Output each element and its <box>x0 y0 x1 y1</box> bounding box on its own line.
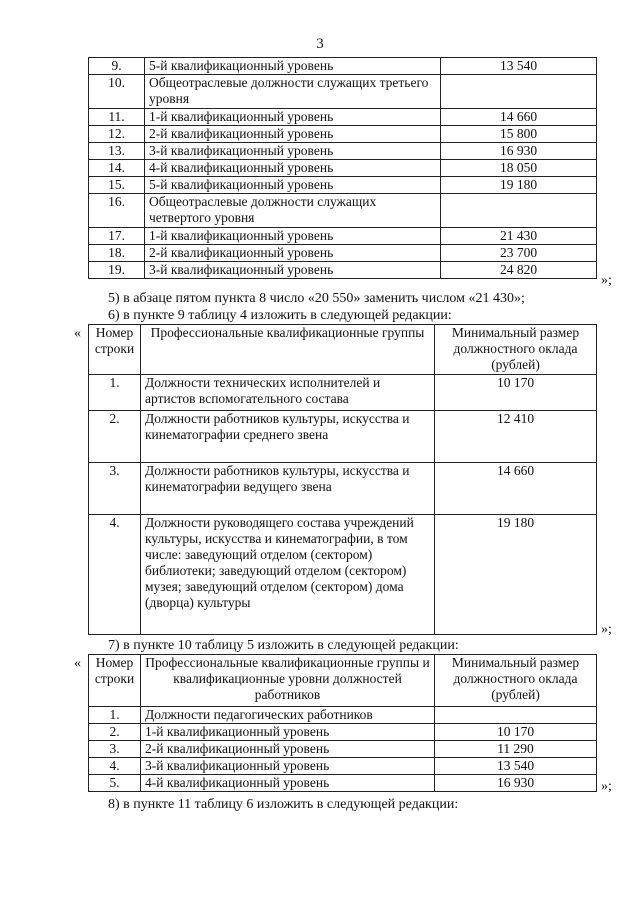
table-4-row <box>89 515 597 635</box>
table-top-name-cell: 5-й квалификационный уровень <box>145 177 441 194</box>
table-top-row <box>89 194 597 228</box>
table-top-amount-cell: 13 540 <box>441 58 597 75</box>
table-top-amount-cell: 21 430 <box>441 228 597 245</box>
table-top-amount-cell: 16 930 <box>441 143 597 160</box>
table-5-number-cell: 1. <box>89 707 141 724</box>
opening-quote-1: « <box>74 326 81 341</box>
table-5-amount-cell: 10 170 <box>435 724 597 741</box>
table-top-number-cell: 19. <box>89 262 145 279</box>
closing-quote-2: »; <box>601 622 612 637</box>
table-5-header-number: Номер строки <box>89 655 141 707</box>
table-top-number-cell: 10. <box>89 75 145 109</box>
table-4 <box>88 324 597 635</box>
table-5-header-group: Профессиональные квалификационные группы и квалификационные уровни должностей работников <box>141 655 435 707</box>
table-top-number-cell: 14. <box>89 160 145 177</box>
table-5-name-cell: Должности педагогических работников <box>141 707 435 724</box>
table-4-number-cell: 4. <box>89 515 141 635</box>
table-5-row <box>89 775 597 792</box>
table-top-row <box>89 58 597 75</box>
table-5-row <box>89 741 597 758</box>
table-top-number-cell: 9. <box>89 58 145 75</box>
table-top-row <box>89 228 597 245</box>
table-top-number-cell: 11. <box>89 109 145 126</box>
closing-quote-1: »; <box>601 273 612 288</box>
table-4-header-row <box>89 325 597 375</box>
table-4-amount-cell: 12 410 <box>435 411 597 463</box>
table-top-row <box>89 75 597 109</box>
table-top-number-cell: 12. <box>89 126 145 143</box>
table-top-name-cell: 2-й квалификационный уровень <box>145 245 441 262</box>
table-4-name-cell: Должности технических исполнителей и артистов вспомогательного состава <box>141 375 435 411</box>
table-top-number-cell: 16. <box>89 194 145 228</box>
table-top-amount-cell <box>441 194 597 228</box>
table-4-amount-cell: 14 660 <box>435 463 597 515</box>
table-top-amount-cell: 23 700 <box>441 245 597 262</box>
table-top-name-cell: 1-й квалификационный уровень <box>145 109 441 126</box>
table-5-amount-cell: 11 290 <box>435 741 597 758</box>
table-5-name-cell: 2-й квалификационный уровень <box>141 741 435 758</box>
closing-quote-3: »; <box>601 779 612 794</box>
table-5 <box>88 654 597 792</box>
table-4-name-cell: Должности руководящего состава учреждений культуры, искусства и кинематографии, в том числе: заведующий отделом (сектором) библиотеки; заведующий отделом (сектором) музея; заведующий отделом (сектором) дома (дворца) культуры <box>141 515 435 635</box>
table-top-row <box>89 245 597 262</box>
table-top-row <box>89 143 597 160</box>
table-top-name-cell: 4-й квалификационный уровень <box>145 160 441 177</box>
table-top-amount-cell: 24 820 <box>441 262 597 279</box>
table-top-row <box>89 160 597 177</box>
table-5-row <box>89 707 597 724</box>
table-5-amount-cell: 13 540 <box>435 758 597 775</box>
paragraph-8: 8) в пункте 11 таблицу 6 изложить в следующей редакции: <box>108 797 459 812</box>
table-4-header-salary: Минимальный размер должностного оклада (рублей) <box>435 325 597 375</box>
paragraph-5: 5) в абзаце пятом пункта 8 число «20 550» заменить числом «21 430»; <box>108 291 525 306</box>
table-5-header-row <box>89 655 597 707</box>
table-top-amount-cell: 14 660 <box>441 109 597 126</box>
table-4-name-cell: Должности работников культуры, искусства и кинематографии ведущего звена <box>141 463 435 515</box>
table-top-name-cell: 1-й квалификационный уровень <box>145 228 441 245</box>
table-4-number-cell: 3. <box>89 463 141 515</box>
table-5-header-salary: Минимальный размер должностного оклада (рублей) <box>435 655 597 707</box>
table-5-amount-cell <box>435 707 597 724</box>
table-5-row <box>89 758 597 775</box>
table-top-amount-cell: 15 800 <box>441 126 597 143</box>
table-top-amount-cell: 18 050 <box>441 160 597 177</box>
table-5-number-cell: 3. <box>89 741 141 758</box>
paragraph-6: 6) в пункте 9 таблицу 4 изложить в следующей редакции: <box>108 308 452 323</box>
table-4-row <box>89 375 597 411</box>
table-4-number-cell: 2. <box>89 411 141 463</box>
table-top-row <box>89 262 597 279</box>
table-5-name-cell: 1-й квалификационный уровень <box>141 724 435 741</box>
opening-quote-2: « <box>74 656 81 671</box>
table-top-amount-cell <box>441 75 597 109</box>
table-top-amount-cell: 19 180 <box>441 177 597 194</box>
table-4-header-group: Профессиональные квалификационные группы <box>141 325 435 375</box>
table-4-amount-cell: 19 180 <box>435 515 597 635</box>
table-top-name-cell: Общеотраслевые должности служащих третьего уровня <box>145 75 441 109</box>
table-top-row <box>89 109 597 126</box>
table-4-amount-cell: 10 170 <box>435 375 597 411</box>
table-5-number-cell: 2. <box>89 724 141 741</box>
table-5-name-cell: 4-й квалификационный уровень <box>141 775 435 792</box>
table-top-row <box>89 126 597 143</box>
table-4-row <box>89 411 597 463</box>
table-top-number-cell: 17. <box>89 228 145 245</box>
table-5-number-cell: 5. <box>89 775 141 792</box>
table-top-name-cell: 2-й квалификационный уровень <box>145 126 441 143</box>
table-top <box>88 57 597 279</box>
table-4-row <box>89 463 597 515</box>
table-5-number-cell: 4. <box>89 758 141 775</box>
table-4-number-cell: 1. <box>89 375 141 411</box>
paragraph-7: 7) в пункте 10 таблицу 5 изложить в следующей редакции: <box>108 638 459 653</box>
table-top-number-cell: 13. <box>89 143 145 160</box>
page-number: 3 <box>316 36 324 52</box>
table-top-number-cell: 15. <box>89 177 145 194</box>
table-top-name-cell: Общеотраслевые должности служащих четвертого уровня <box>145 194 441 228</box>
table-5-name-cell: 3-й квалификационный уровень <box>141 758 435 775</box>
table-top-number-cell: 18. <box>89 245 145 262</box>
table-4-header-number: Номер строки <box>89 325 141 375</box>
table-top-row <box>89 177 597 194</box>
table-5-amount-cell: 16 930 <box>435 775 597 792</box>
table-top-name-cell: 3-й квалификационный уровень <box>145 262 441 279</box>
table-top-name-cell: 5-й квалификационный уровень <box>145 58 441 75</box>
table-5-row <box>89 724 597 741</box>
table-top-name-cell: 3-й квалификационный уровень <box>145 143 441 160</box>
table-4-name-cell: Должности работников культуры, искусства и кинематографии среднего звена <box>141 411 435 463</box>
